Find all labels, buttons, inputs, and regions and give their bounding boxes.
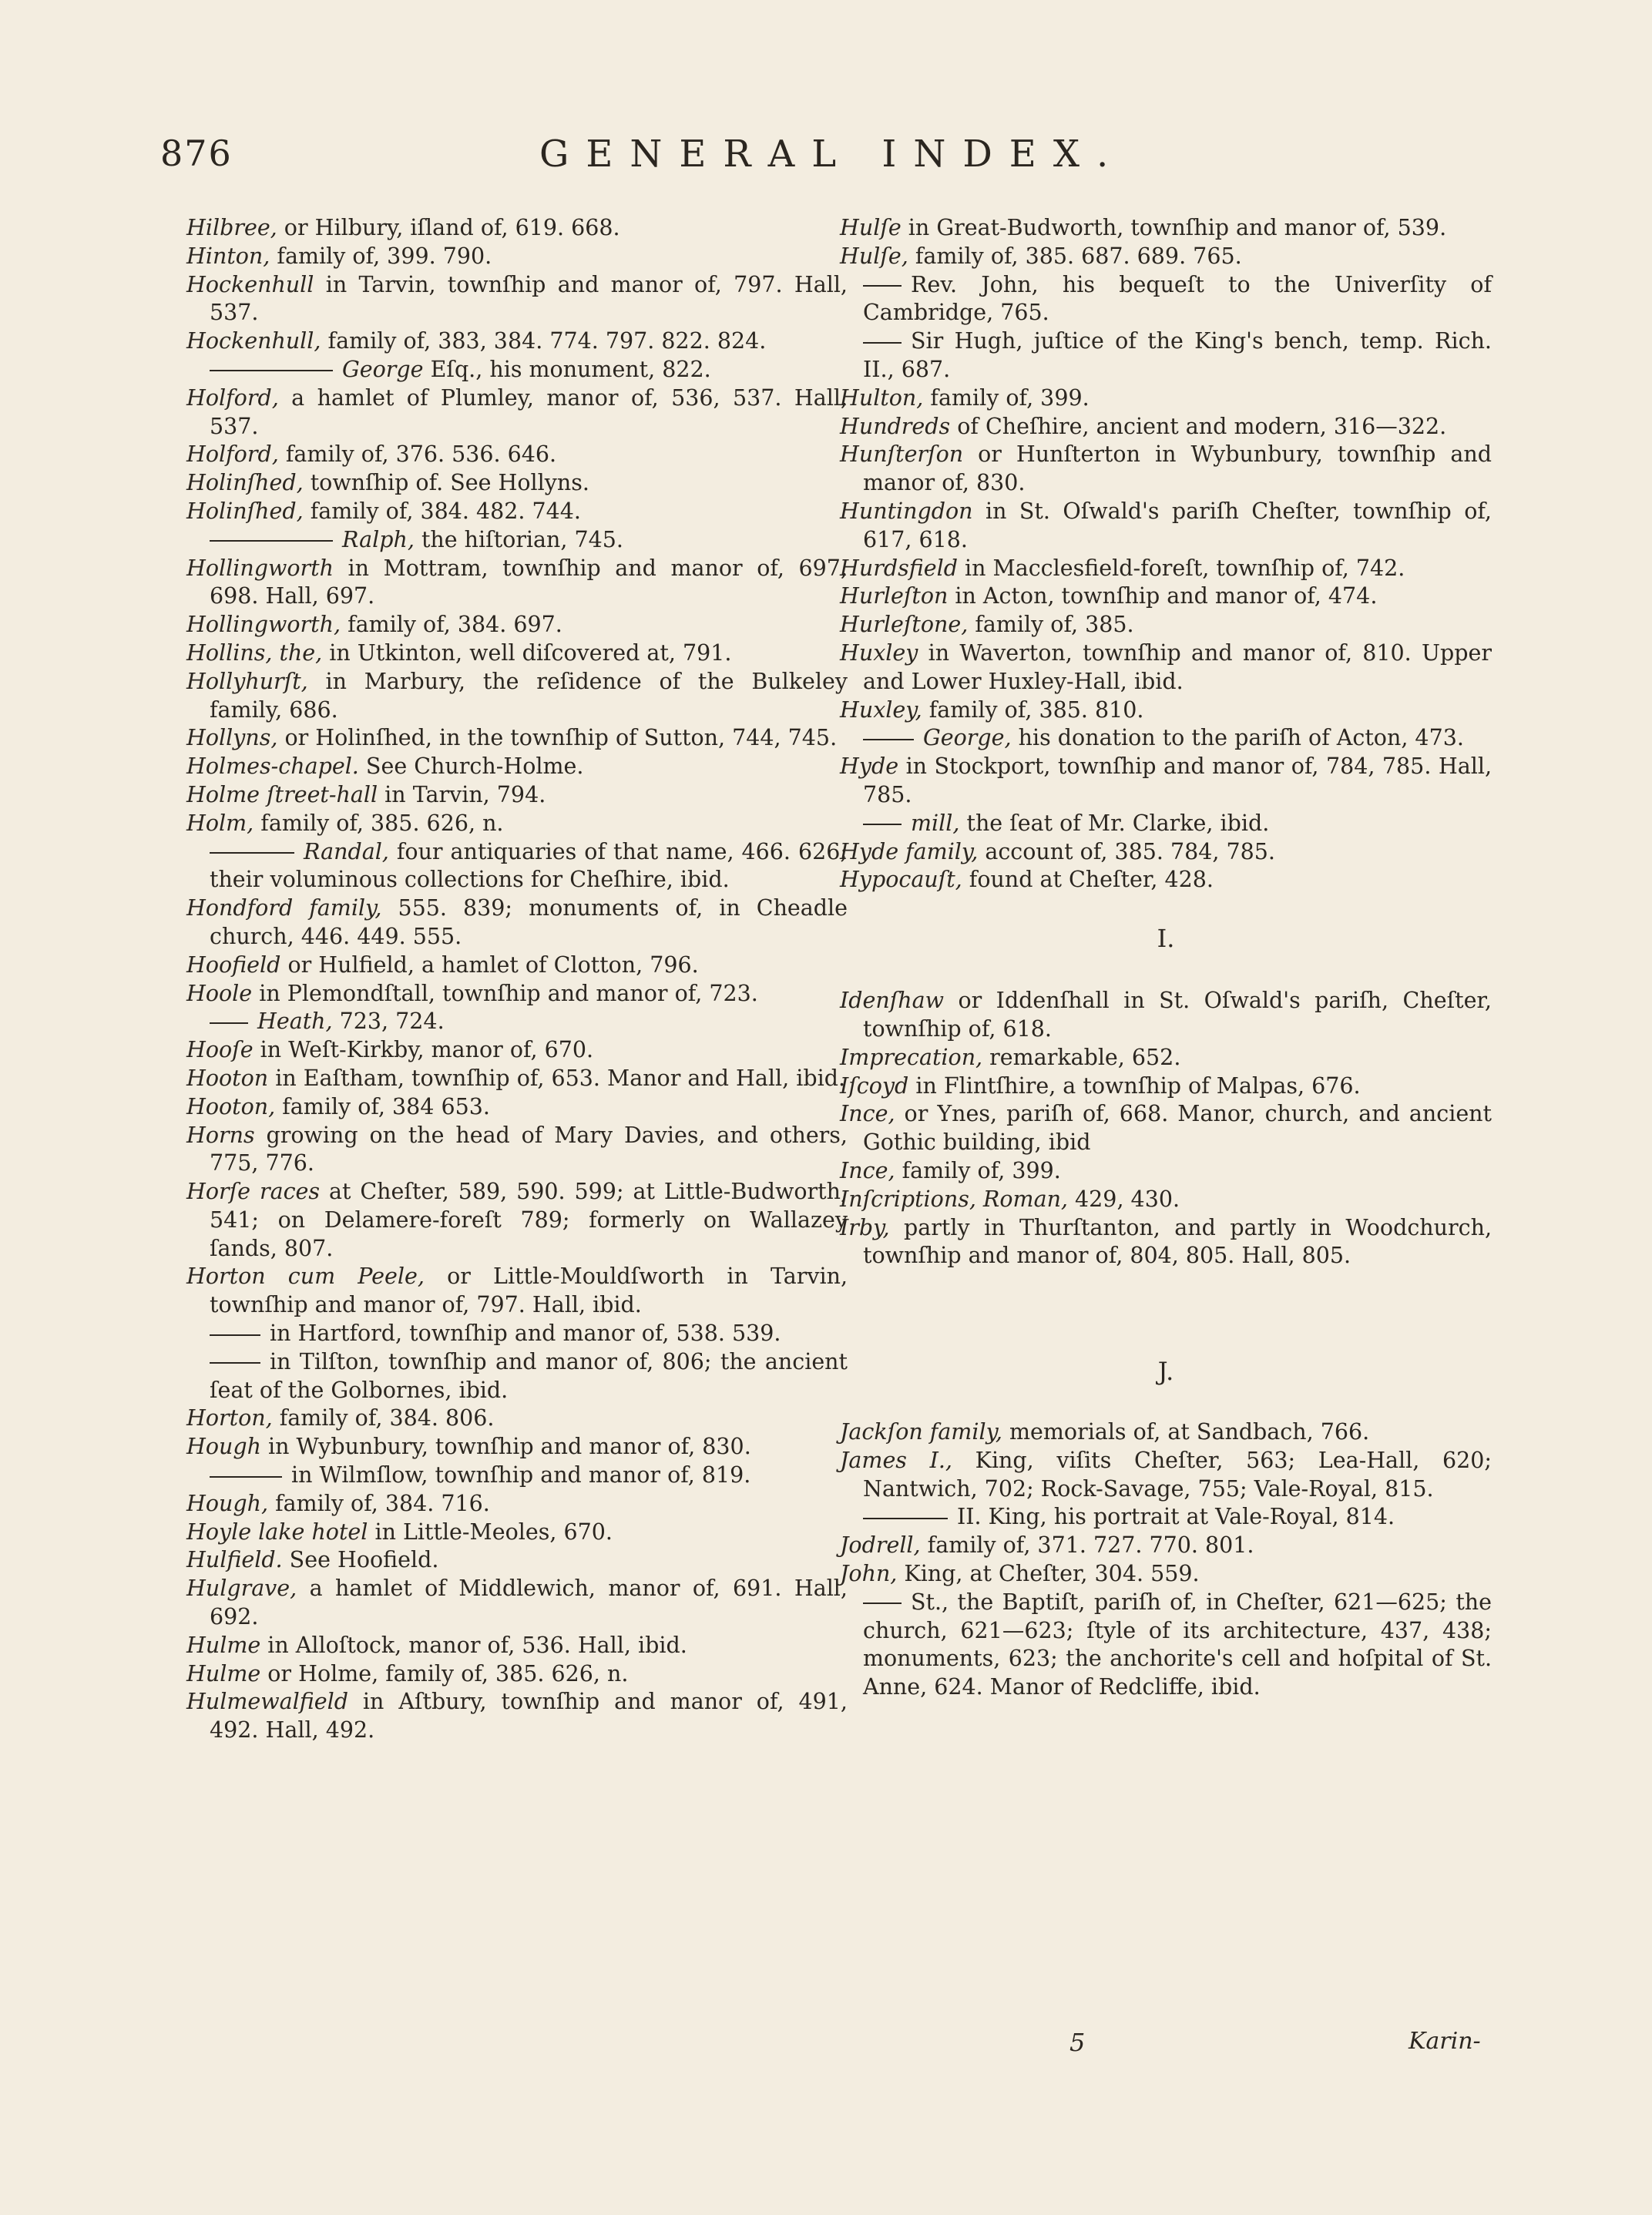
- entry-headword: Ralph,: [342, 526, 415, 552]
- entry-headword: Ince,: [840, 1101, 895, 1127]
- index-entry: [840, 555, 1492, 583]
- index-entry: [840, 243, 1492, 271]
- entry-text: a hamlet of Middlewich, manor of, 691. Hall, 692.: [210, 1576, 848, 1630]
- entry-text: remarkable, 652.: [982, 1044, 1181, 1070]
- index-subentry: [186, 356, 848, 384]
- entry-text: family of, 399.: [895, 1157, 1061, 1183]
- index-entry: [840, 838, 1492, 867]
- entry-text: family of, 385.: [968, 612, 1134, 638]
- index-entry: [186, 469, 848, 498]
- entry-text: in Flintſhire, a townſhip of Malpas, 676.: [908, 1072, 1361, 1099]
- index-entry: [186, 1575, 848, 1632]
- entry-headword: Hockenhull: [186, 271, 314, 297]
- index-entry: [186, 243, 848, 271]
- entry-headword: Irby,: [840, 1214, 890, 1240]
- entry-text: in Utkinton, well diſcovered at, 791.: [322, 639, 732, 666]
- index-subentry: [840, 327, 1492, 384]
- entry-text: in Tarvin, townſhip and manor of, 797. Hall, 537.: [210, 271, 848, 326]
- index-entry: [186, 441, 848, 469]
- index-entry: [840, 214, 1492, 243]
- entry-text: family of, 385. 687. 689. 765.: [908, 243, 1242, 269]
- entry-headword: Hooton: [186, 1065, 269, 1091]
- entry-headword: Holmes-chapel.: [186, 753, 359, 780]
- entry-text: family of, 385. 626, n.: [254, 810, 504, 836]
- entry-headword: Ince,: [840, 1157, 895, 1183]
- entry-text: found at Cheſter, 428.: [962, 867, 1214, 893]
- index-entry: [186, 1546, 848, 1575]
- entry-text: 723, 724.: [332, 1008, 445, 1035]
- entry-text: in Marbury, the reſidence of the Bulkeley family, 686.: [210, 668, 848, 723]
- entry-text: family of, 384. 482. 744.: [303, 498, 581, 524]
- index-entry: [840, 1418, 1492, 1447]
- ditto-dash: [210, 1362, 260, 1364]
- index-entry: [186, 1632, 848, 1660]
- entry-headword: Hunſterſon: [840, 441, 964, 468]
- entry-text: family of, 384. 806.: [272, 1405, 495, 1431]
- entry-headword: Hoofield: [186, 951, 281, 978]
- entry-text: in Alloſtock, manor of, 536. Hall, ibid.: [260, 1632, 687, 1658]
- entry-headword: Horton cum Peele,: [186, 1264, 425, 1290]
- ditto-dash: [210, 370, 333, 371]
- index-entry: [186, 327, 848, 356]
- index-entry: [186, 1263, 848, 1320]
- entry-text: or Iddenſhall in St. Oſwald's pariſh, Cheſter, townſhip of, 618.: [863, 988, 1492, 1042]
- entry-text: family of, 384. 716.: [268, 1490, 490, 1516]
- entry-headword: Hurleſtone,: [840, 612, 969, 638]
- index-entry: [840, 866, 1492, 894]
- entry-text: See Hoofield.: [282, 1547, 439, 1573]
- entry-headword: Randal,: [304, 838, 389, 864]
- index-subentry: [186, 1462, 848, 1490]
- ditto-dash: [210, 1334, 260, 1336]
- index-entry: [186, 639, 848, 668]
- entry-headword: Holford,: [186, 441, 279, 468]
- entry-text: his donation to the pariſh of Acton, 473.: [1011, 725, 1464, 751]
- entry-text: Sir Hugh, juſtice of the King's bench, temp. Rich. II., 687.: [863, 328, 1492, 382]
- entry-text: or Hunſterton in Wybunbury, townſhip and manor of, 830.: [863, 441, 1492, 496]
- entry-headword: Holm,: [186, 810, 254, 836]
- entry-headword: Hulton,: [840, 384, 924, 411]
- entry-headword: Holme ſtreet-hall: [186, 781, 378, 807]
- entry-headword: Hulſe,: [840, 243, 908, 269]
- index-entry: [840, 498, 1492, 555]
- right-column: [840, 214, 1492, 1702]
- entry-headword: Hoyle lake hotel: [186, 1519, 368, 1545]
- index-entry: [186, 1519, 848, 1547]
- entry-headword: Hooton,: [186, 1093, 276, 1119]
- index-entry: [840, 1157, 1492, 1186]
- index-entry: [186, 1660, 848, 1689]
- index-entry: [186, 753, 848, 781]
- index-entry: [186, 555, 848, 612]
- index-entry: [186, 810, 848, 838]
- index-entry: [186, 1036, 848, 1065]
- ditto-dash: [210, 1476, 282, 1478]
- entry-headword: Hulſe: [840, 215, 902, 240]
- entry-text: four antiquaries of that name, 466. 626; their voluminous collections for Cheſhire, ibid.: [210, 838, 848, 893]
- ditto-dash: [210, 852, 294, 854]
- index-entry: [186, 384, 848, 441]
- index-subentry: [840, 1589, 1492, 1702]
- entry-headword: Holinſhed,: [186, 470, 304, 496]
- entry-headword: Huxley,: [840, 696, 922, 723]
- index-entry: [840, 413, 1492, 441]
- index-subentry: [840, 810, 1492, 838]
- entry-text: partly in Thurſtanton, and partly in Woodchurch, townſhip and manor of, 804, 805. Hall, 805.: [863, 1214, 1492, 1269]
- entry-headword: Hypocauſt,: [840, 867, 962, 893]
- index-subentry: [186, 526, 848, 555]
- entry-headword: Horſe races: [186, 1179, 321, 1205]
- entry-headword: Hough: [186, 1434, 261, 1460]
- index-entry: [840, 696, 1492, 725]
- entry-text: in Wilmſlow, townſhip and manor of, 819.: [291, 1462, 751, 1488]
- index-entry: [840, 1532, 1492, 1560]
- entry-headword: Inſcriptions, Roman,: [840, 1186, 1068, 1212]
- entry-text: Rev. John, his bequeſt to the Univerſity of Cambridge, 765.: [863, 271, 1492, 326]
- index-entry: [840, 441, 1492, 498]
- entry-text: or Holme, family of, 385. 626, n.: [260, 1660, 629, 1686]
- entry-headword: Hulme: [186, 1632, 261, 1658]
- entry-text: a hamlet of Plumley, manor of, 536, 537. Hall, 537.: [210, 384, 848, 439]
- entry-text: or Hilbury, iſland of, 619. 668.: [277, 215, 620, 240]
- entry-text: family of, 385. 810.: [922, 696, 1144, 723]
- entry-text: of Cheſhire, ancient and modern, 316—322.: [950, 413, 1447, 439]
- entry-text: in Plemondſtall, townſhip and manor of, 723.: [252, 980, 758, 1006]
- entry-headword: Hulfield.: [186, 1547, 283, 1573]
- entry-headword: Hurleſton: [840, 583, 949, 609]
- page-footer: [0, 2028, 1652, 2066]
- entry-headword: Hilbree,: [186, 215, 277, 240]
- entry-headword: Jackſon family,: [840, 1419, 1002, 1445]
- entry-text: or Hulfield, a hamlet of Clotton, 796.: [280, 951, 699, 978]
- index-entry: [840, 1186, 1492, 1214]
- entry-headword: Hollyns,: [186, 725, 278, 751]
- entry-text: the hiſtorian, 745.: [414, 526, 623, 552]
- entry-headword: Jodrell,: [840, 1532, 921, 1559]
- entry-headword: George: [342, 356, 424, 382]
- entry-text: family of, 376. 536. 646.: [278, 441, 557, 468]
- index-entry: [840, 384, 1492, 413]
- entry-text: or Little-Mouldſworth in Tarvin, townſhip and manor of, 797. Hall, ibid.: [210, 1264, 848, 1318]
- entry-headword: Hulmewalfield: [186, 1689, 348, 1715]
- index-entry: [186, 1490, 848, 1519]
- index-entry: [186, 1688, 848, 1745]
- entry-headword: Hulgrave,: [186, 1576, 297, 1602]
- index-subentry: [840, 271, 1492, 328]
- entry-headword: James I.,: [840, 1447, 952, 1473]
- index-subentry: [840, 1503, 1492, 1532]
- index-entry: [186, 611, 848, 639]
- catchword: Karin-: [1409, 2028, 1481, 2055]
- page-number: 876: [160, 133, 233, 174]
- index-entry: [186, 1065, 848, 1093]
- index-entry: [186, 271, 848, 328]
- index-entry: [840, 1560, 1492, 1589]
- ditto-dash: [863, 1603, 902, 1604]
- index-entry: [840, 582, 1492, 611]
- index-entry: [840, 753, 1492, 810]
- entry-headword: Hooſe: [186, 1037, 254, 1063]
- j-entries: [840, 1418, 1492, 1702]
- entry-headword: Horns: [186, 1122, 255, 1148]
- index-entry: [186, 1093, 848, 1122]
- page-title: GENERAL INDEX.: [539, 133, 1126, 176]
- index-entry: [840, 639, 1492, 696]
- entry-text: King, viſits Cheſter, 563; Lea-Hall, 620; Nantwich, 702; Rock-Savage, 755; Vale-Royal, 815.: [863, 1447, 1493, 1502]
- section-heading-i: I.: [1157, 924, 1175, 954]
- index-entry: [840, 1447, 1492, 1504]
- entry-headword: Hockenhull,: [186, 328, 321, 354]
- ditto-dash: [863, 739, 914, 740]
- entry-text: 429, 430.: [1067, 1186, 1180, 1212]
- index-entry: [186, 1433, 848, 1462]
- ditto-dash: [863, 1518, 948, 1519]
- entry-text: in Waverton, townſhip and manor of, 810. Upper and Lower Huxley-Hall, ibid.: [863, 639, 1492, 694]
- index-entry: [186, 668, 848, 725]
- entry-headword: Hollingworth: [186, 555, 334, 581]
- index-entry: [186, 1405, 848, 1433]
- entry-headword: Idenſhaw: [840, 988, 945, 1014]
- entry-text: family of, 384 653.: [275, 1093, 490, 1119]
- entry-headword: John,: [840, 1561, 898, 1587]
- entry-text: in Acton, townſhip and manor of, 474.: [948, 583, 1378, 609]
- index-entry: [186, 894, 848, 951]
- entry-headword: Hondford family,: [186, 895, 382, 921]
- entry-text: or Holinſhed, in the townſhip of Sutton, 744, 745.: [277, 725, 838, 751]
- index-entry: [186, 214, 848, 243]
- entry-text: at Cheſter, 589, 590. 599; at Little-Budworth, 541; on Delamere-foreſt 789; formerly on Wallazey ſands, 807.: [210, 1179, 848, 1261]
- entry-text: townſhip of. See Hollyns.: [303, 470, 589, 496]
- index-entry: [840, 1214, 1492, 1271]
- ditto-dash: [210, 1022, 248, 1024]
- ditto-dash: [863, 285, 902, 287]
- index-entry: [840, 1100, 1492, 1157]
- entry-headword: Hyde: [840, 753, 899, 780]
- entry-headword: Iſcoyd: [840, 1072, 909, 1099]
- index-entry: [186, 781, 848, 810]
- index-subentry: [186, 1320, 848, 1348]
- page-header: [0, 133, 1652, 186]
- entry-headword: Hulme: [186, 1660, 261, 1686]
- entry-headword: Hollins, the,: [186, 639, 323, 666]
- entry-headword: Hinton,: [186, 243, 270, 269]
- left-column: [186, 214, 848, 1745]
- entry-text: account of, 385. 784, 785.: [978, 838, 1275, 864]
- entry-text: 555. 839; monuments of, in Cheadle church, 446. 449. 555.: [210, 895, 848, 949]
- entry-headword: mill,: [911, 810, 960, 836]
- entry-headword: Hyde family,: [840, 838, 979, 864]
- entry-text: in Little-Meoles, 670.: [368, 1519, 613, 1545]
- index-subentry: [186, 1008, 848, 1036]
- entry-headword: George,: [923, 725, 1012, 751]
- entry-headword: Hollingworth,: [186, 612, 341, 638]
- entry-text: in Eaſtham, townſhip of, 653. Manor and Hall, ibid.: [268, 1065, 846, 1091]
- entry-headword: Huxley: [840, 639, 918, 666]
- ditto-dash: [863, 342, 902, 344]
- entry-text: II. King, his portrait at Vale-Royal, 814.: [957, 1504, 1395, 1530]
- index-entry: [840, 1072, 1492, 1101]
- h-entries: [840, 214, 1492, 894]
- index-entry: [186, 724, 848, 753]
- index-subentry: [186, 1348, 848, 1405]
- ditto-dash: [210, 540, 333, 542]
- entry-headword: Holinſhed,: [186, 498, 304, 524]
- entry-headword: Holford,: [186, 384, 279, 411]
- entry-text: family of, 383, 384. 774. 797. 822. 824.: [321, 328, 767, 354]
- entry-headword: Huntingdon: [840, 498, 973, 524]
- entry-headword: Hoole: [186, 980, 253, 1006]
- entry-text: in Stockport, townſhip and manor of, 784, 785. Hall, 785.: [863, 753, 1492, 807]
- entry-text: family of, 399. 790.: [270, 243, 492, 269]
- index-subentry: [840, 724, 1492, 753]
- entry-text: in Weſt-Kirkby, manor of, 670.: [253, 1037, 594, 1063]
- entry-text: in Great-Budworth, townſhip and manor of, 539.: [901, 215, 1447, 240]
- entry-text: in Wybunbury, townſhip and manor of, 830.: [260, 1434, 751, 1460]
- entry-headword: Hundreds: [840, 413, 951, 439]
- entry-text: in St. Oſwald's pariſh Cheſter, townſhip of, 617, 618.: [863, 498, 1492, 552]
- entry-text: or Ynes, pariſh of, 668. Manor, church, and ancient Gothic building, ibid: [863, 1101, 1492, 1156]
- entry-text: in Mottram, townſhip and manor of, 697, 698. Hall, 697.: [210, 555, 848, 609]
- entry-headword: Hollyhurſt,: [186, 668, 308, 694]
- entry-headword: Heath,: [257, 1008, 333, 1035]
- signature-mark: 5: [1069, 2028, 1086, 2057]
- ditto-dash: [863, 824, 902, 825]
- entry-text: in Tarvin, 794.: [378, 781, 546, 807]
- entry-text: growing on the head of Mary Davies, and others, 775, 776.: [210, 1122, 848, 1176]
- index-entry: [840, 1044, 1492, 1072]
- entry-text: family of, 371. 727. 770. 801.: [920, 1532, 1254, 1559]
- entry-text: family of, 399.: [923, 384, 1090, 411]
- index-subentry: [186, 838, 848, 895]
- entry-headword: Hough,: [186, 1490, 269, 1516]
- entry-text: family of, 384. 697.: [341, 612, 562, 638]
- entry-text: in Aſtbury, townſhip and manor of, 491, 492. Hall, 492.: [210, 1689, 848, 1743]
- entry-text: in Hartford, townſhip and manor of, 538. 539.: [270, 1321, 781, 1347]
- entry-text: Eſq., his monument, 822.: [423, 356, 711, 382]
- entry-text: See Church-Holme.: [358, 753, 584, 780]
- index-entry: [840, 987, 1492, 1044]
- entry-text: in Macclesfield-foreſt, townſhip of, 742.: [957, 555, 1405, 581]
- i-entries: [840, 987, 1492, 1270]
- index-entry: [186, 498, 848, 526]
- entry-text: St., the Baptiſt, pariſh of, in Cheſter, 621—625; the church, 621—623; ſtyle of its architecture, 437, 438; monuments, 623; the anchorite's cell and hoſpital of St. Anne, 624. Manor of Redcliffe, ibid.: [863, 1589, 1492, 1700]
- entry-headword: Horton,: [186, 1405, 273, 1431]
- index-entry: [840, 611, 1492, 639]
- entry-text: King, at Cheſter, 304. 559.: [897, 1561, 1200, 1587]
- index-entry: [186, 980, 848, 1008]
- section-heading-j: J.: [1157, 1357, 1174, 1387]
- index-entry: [186, 1122, 848, 1179]
- index-entry: [186, 951, 848, 980]
- entry-text: in Tilſton, townſhip and manor of, 806; the ancient ſeat of the Golbornes, ibid.: [210, 1348, 848, 1403]
- entry-text: the ſeat of Mr. Clarke, ibid.: [959, 810, 1270, 836]
- entry-headword: Imprecation,: [840, 1044, 983, 1070]
- entry-headword: Hurdsfield: [840, 555, 958, 581]
- index-entry: [186, 1178, 848, 1263]
- entry-text: memorials of, at Sandbach, 766.: [1002, 1419, 1370, 1445]
